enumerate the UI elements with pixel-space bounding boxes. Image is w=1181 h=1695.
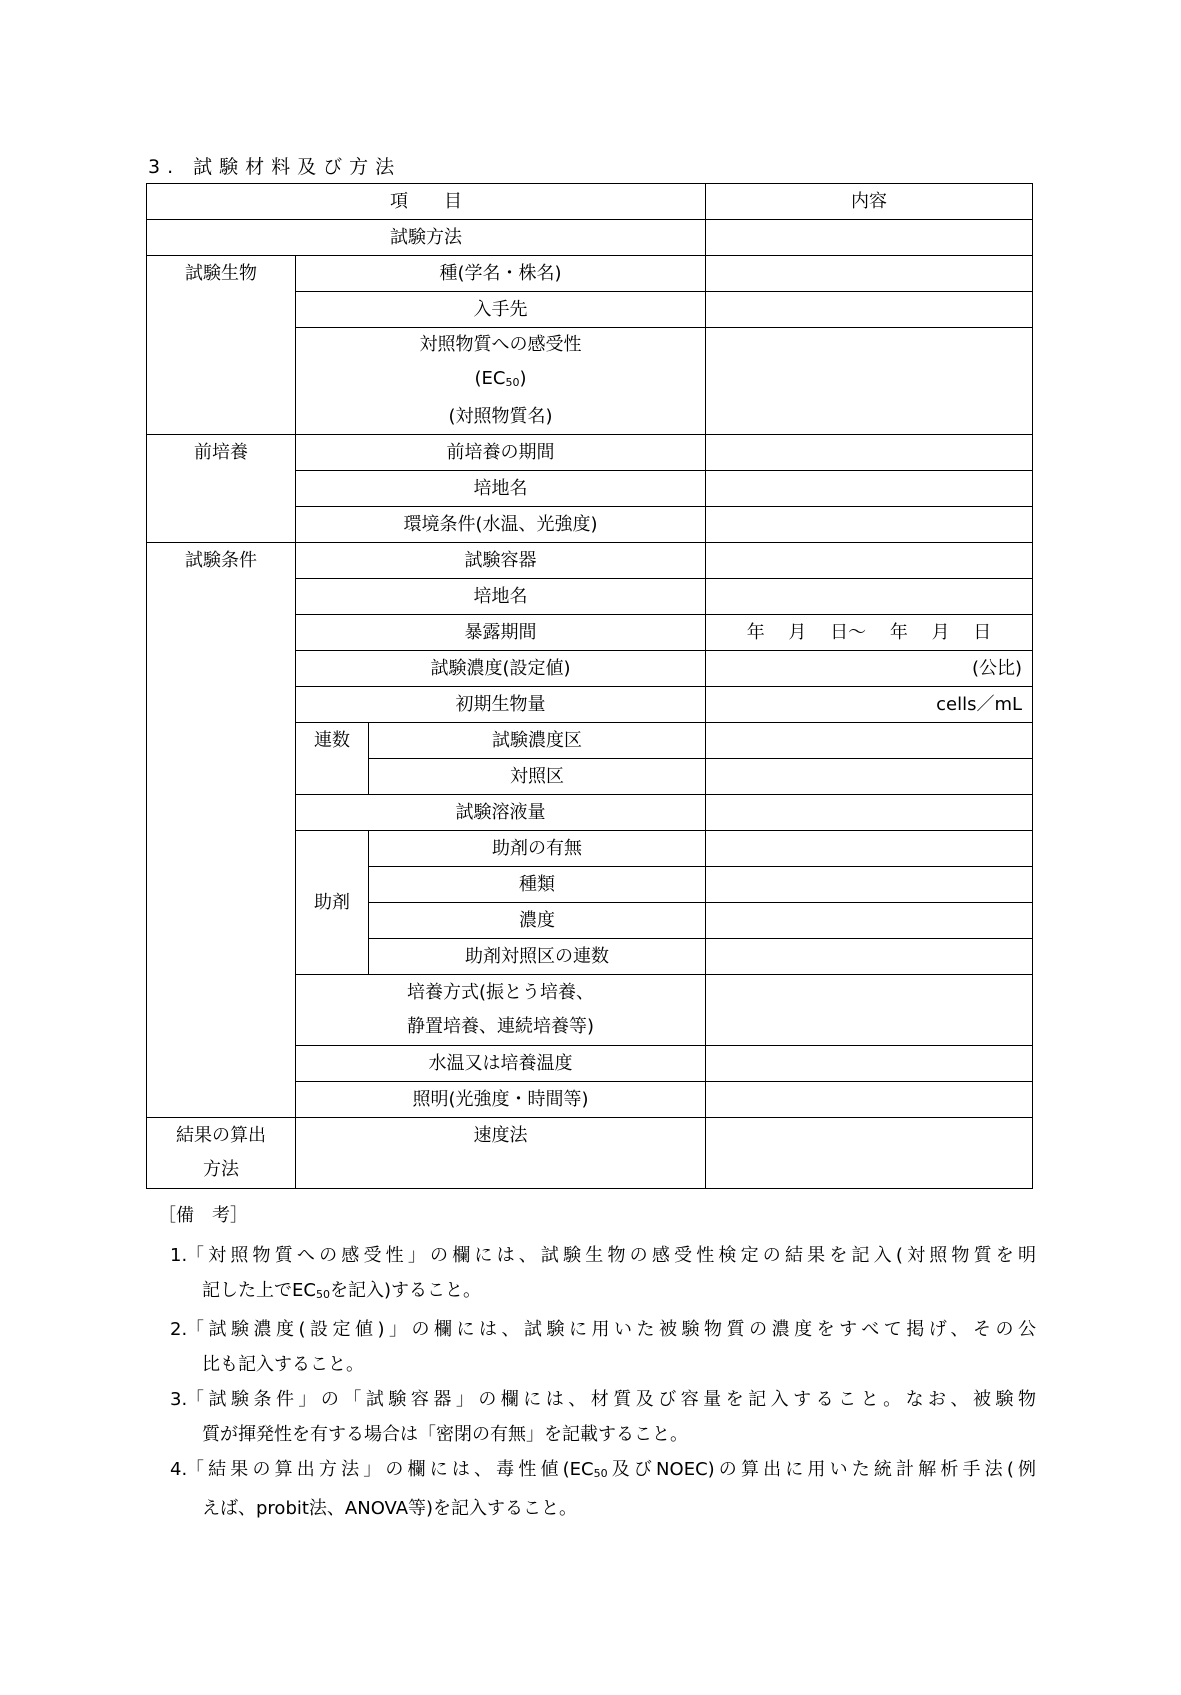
solution-volume-value[interactable] <box>706 795 1033 831</box>
medium-label: 培地名 <box>296 579 706 615</box>
sensitivity-line2 <box>296 362 705 400</box>
sensitivity-line3: (対照物質名) <box>448 406 553 427</box>
note-number: 2. <box>170 1319 188 1340</box>
initial-biomass-value[interactable]: cells／mL <box>706 687 1033 723</box>
source-value[interactable] <box>706 292 1033 328</box>
solution-volume-label: 試験溶液量 <box>296 795 706 831</box>
solvent-control-reps-value[interactable] <box>706 939 1033 975</box>
preculture-medium-value[interactable] <box>706 471 1033 507</box>
environment-value[interactable] <box>706 507 1033 543</box>
ec-subscript: 50 <box>505 376 520 389</box>
culture-line2: 静置培養、連続培養等) <box>406 1016 595 1037</box>
table-row <box>147 1118 1033 1189</box>
test-method-value[interactable] <box>706 220 1033 256</box>
ec-close: ) <box>519 368 527 389</box>
table-row <box>147 220 1033 256</box>
exposure-label: 暴露期間 <box>296 615 706 651</box>
preculture-label: 前培養 <box>147 435 296 543</box>
result-method-value[interactable] <box>706 1118 1033 1189</box>
source-label: 入手先 <box>296 292 706 328</box>
note-number: 4. <box>170 1459 188 1480</box>
note-line: 「対照物質への感受性」の欄には、試験生物の感受性検定の結果を記入(対照物質を明 <box>186 1245 1036 1266</box>
replicates-control-value[interactable] <box>706 759 1033 795</box>
note-line: 「試験条件」の「試験容器」の欄には、材質及び容量を記入すること。なお、被験物 <box>186 1389 1036 1410</box>
lighting-value[interactable] <box>706 1082 1033 1118</box>
header-item: 項 目 <box>147 184 706 220</box>
note-line <box>186 1452 1036 1491</box>
concentration-label: 試験濃度(設定値) <box>296 651 706 687</box>
species-label: 種(学名・株名) <box>296 256 706 292</box>
replicates-test-label: 試験濃度区 <box>369 723 706 759</box>
sensitivity-value[interactable] <box>706 328 1033 435</box>
species-value[interactable] <box>706 256 1033 292</box>
result-line2: 方法 <box>203 1159 239 1180</box>
preculture-period-value[interactable] <box>706 435 1033 471</box>
note-line: 質が揮発性を有する場合は「密閉の有無」を記載すること。 <box>202 1424 688 1445</box>
header-content: 内容 <box>706 184 1033 220</box>
note-item <box>146 1312 1036 1382</box>
result-method-label <box>147 1118 296 1189</box>
solvent-label: 助剤 <box>296 831 369 975</box>
culture-method-value[interactable] <box>706 975 1033 1046</box>
note-text: を記入)すること。 <box>329 1280 481 1301</box>
ec-text: (EC <box>474 368 506 389</box>
table-row <box>147 256 1033 292</box>
note-text: 及びNOEC)の算出に用いた統計解析手法(例 <box>607 1459 1036 1480</box>
table-row <box>147 435 1033 471</box>
replicates-control-label: 対照区 <box>369 759 706 795</box>
sensitivity-label <box>296 328 706 435</box>
solvent-type-label: 種類 <box>369 867 706 903</box>
initial-biomass-label: 初期生物量 <box>296 687 706 723</box>
replicates-test-value[interactable] <box>706 723 1033 759</box>
solvent-conc-label: 濃度 <box>369 903 706 939</box>
note-number: 1. <box>170 1245 188 1266</box>
table-header-row <box>147 184 1033 220</box>
preculture-period-label: 前培養の期間 <box>296 435 706 471</box>
note-line <box>202 1273 1036 1312</box>
culture-method-label <box>296 975 706 1046</box>
environment-label: 環境条件(水温、光強度) <box>296 507 706 543</box>
note-line: 比も記入すること。 <box>202 1354 364 1375</box>
note-item <box>146 1452 1036 1526</box>
sensitivity-line1: 対照物質への感受性 <box>419 334 582 355</box>
note-line: えば、probit法、ANOVA等)を記入すること。 <box>202 1498 578 1519</box>
note-number: 3. <box>170 1389 188 1410</box>
medium-value[interactable] <box>706 579 1033 615</box>
temperature-label: 水温又は培養温度 <box>296 1046 706 1082</box>
note-line: 「試験濃度(設定値)」の欄には、試験に用いた被験物質の濃度をすべて掲げ、その公 <box>186 1319 1036 1340</box>
ec-subscript: 50 <box>593 1467 608 1480</box>
solvent-presence-value[interactable] <box>706 831 1033 867</box>
organism-label: 試験生物 <box>147 256 296 435</box>
solvent-conc-value[interactable] <box>706 903 1033 939</box>
ec-subscript: 50 <box>315 1288 330 1301</box>
vessel-label: 試験容器 <box>296 543 706 579</box>
lighting-label: 照明(光強度・時間等) <box>296 1082 706 1118</box>
note-text: 「結果の算出方法」の欄には、毒性値(EC <box>186 1459 594 1480</box>
conditions-label: 試験条件 <box>147 543 296 1118</box>
result-line1: 結果の算出 <box>176 1125 266 1146</box>
exposure-value[interactable]: 年 月 日～ 年 月 日 <box>706 615 1033 651</box>
note-item <box>146 1382 1036 1452</box>
notes-section <box>146 1202 1036 1526</box>
test-method-label: 試験方法 <box>147 220 706 256</box>
section-title: 3. 試験材料及び方法 <box>148 156 402 178</box>
note-text: 記した上でEC <box>202 1280 316 1301</box>
solvent-type-value[interactable] <box>706 867 1033 903</box>
notes-heading: ［備 考］ <box>158 1205 248 1226</box>
solvent-presence-label: 助剤の有無 <box>369 831 706 867</box>
culture-line1: 培養方式(振とう培養、 <box>406 982 595 1003</box>
rate-method-label: 速度法 <box>296 1118 706 1189</box>
temperature-value[interactable] <box>706 1046 1033 1082</box>
preculture-medium-label: 培地名 <box>296 471 706 507</box>
solvent-control-reps-label: 助剤対照区の連数 <box>369 939 706 975</box>
note-item <box>146 1238 1036 1312</box>
test-materials-table <box>146 183 1033 1189</box>
concentration-value[interactable]: (公比) <box>706 651 1033 687</box>
vessel-value[interactable] <box>706 543 1033 579</box>
replicates-label: 連数 <box>296 723 369 795</box>
table-row <box>147 543 1033 579</box>
